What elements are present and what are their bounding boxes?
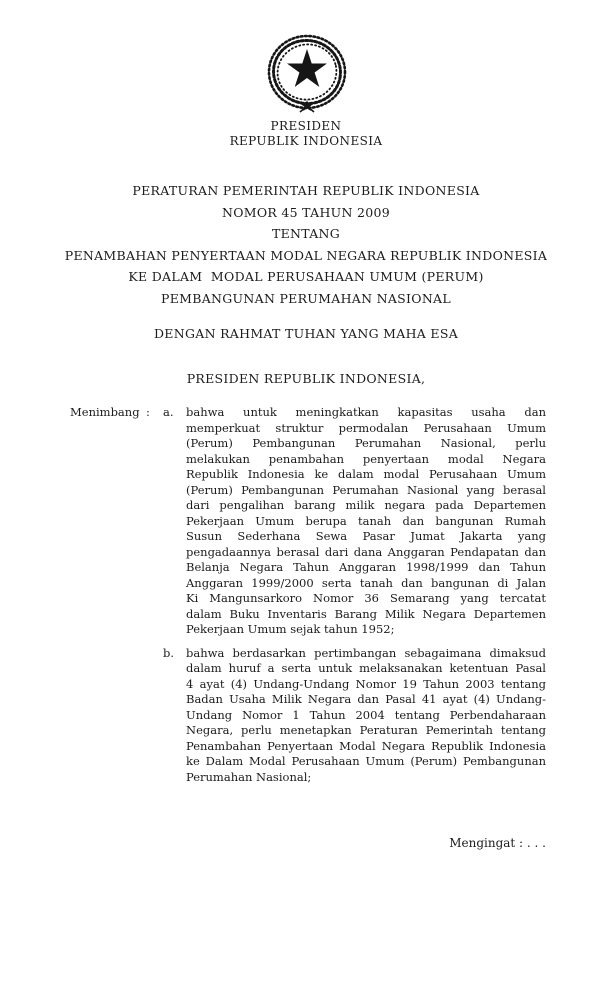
text-line: Pekerjaan Umum berupa tanah dan bangunan Rumah (186, 513, 546, 528)
text-line: Anggaran 1999/2000 serta tanah dan bangunan di Jalan (186, 575, 546, 590)
catchword-mengingat: Mengingat : . . . (449, 836, 546, 850)
considering-label: Menimbang (70, 405, 140, 419)
text-line: (Perum) Pembangunan Perumahan Nasional yang berasal (186, 482, 546, 497)
regulation-title (0, 180, 612, 309)
text-line: Perumahan Nasional; (186, 769, 312, 784)
title-line-subject-2: KE DALAM MODAL PERUSAHAAN UMUM (PERUM) (128, 269, 484, 284)
title-line-subject-1: PENAMBAHAN PENYERTAAN MODAL NEGARA REPUBLIK INDONESIA (64, 247, 548, 263)
text-line: bahwa berdasarkan pertimbangan sebagaimana dimaksud (186, 645, 546, 660)
consideration-item-b-text (186, 646, 546, 786)
text-line: Negara, perlu menetapkan Peraturan Pemerintah tentang (186, 723, 546, 737)
consideration-item-a-text (186, 405, 546, 638)
text-line: pengadaannya berasal dari dana Anggaran Pendapatan dan (186, 544, 546, 559)
text-line: Republik Indonesia ke dalam modal Perusahaan Umum (186, 467, 546, 481)
title-line-regulation: PERATURAN PEMERINTAH REPUBLIK INDONESIA (132, 183, 480, 198)
letterhead (0, 119, 612, 148)
text-line: Undang Nomor 1 Tahun 2004 tentang Perbendaharaan (186, 707, 546, 722)
title-line-subject-3: PEMBANGUNAN PERUMAHAN NASIONAL (160, 290, 451, 306)
enacting-authority-line: PRESIDEN REPUBLIK INDONESIA, (186, 371, 426, 386)
considering-colon: : (146, 405, 150, 419)
text-line: (Perum) Pembangunan Perumahan Nasional, perlu (186, 436, 546, 450)
text-line: Badan Usaha Milik Negara dan Pasal 41 ayat (4) Undang- (186, 692, 546, 706)
text-line: dalam huruf a serta untuk melaksanakan ketentuan Pasal (186, 661, 546, 675)
text-line: Ki Mangunsarkoro Nomor 36 Semarang yang tercatat (186, 591, 546, 605)
presidential-seal-icon (265, 34, 349, 116)
text-line: ke Dalam Modal Perusahaan Umum (Perum) Pembangunan (186, 754, 546, 768)
text-line: dalam Buku Inventaris Barang Milik Negara Departemen (186, 606, 546, 621)
considering-section (70, 405, 548, 785)
consideration-item-a-letter: a. (163, 405, 174, 419)
title-line-tentang: TENTANG (271, 226, 341, 241)
consideration-item-b-letter: b. (163, 645, 175, 660)
text-line: melakukan penambahan penyertaan modal Negara (186, 451, 546, 466)
seal-graphic (265, 34, 349, 116)
text-line: Pekerjaan Umum sejak tahun 1952; (186, 622, 395, 636)
text-line: 4 ayat (4) Undang-Undang Nomor 19 Tahun 2003 tentang (186, 676, 546, 691)
text-line: Susun Sederhana Sewa Pasar Jumat Jakarta yang (186, 529, 546, 543)
letterhead-country: REPUBLIK INDONESIA (229, 133, 383, 148)
text-line: Penambahan Penyertaan Modal Negara Republik Indonesia (186, 738, 546, 753)
text-line: memperkuat struktur permodalan Perusahaan Umum (186, 420, 546, 435)
title-line-number: NOMOR 45 TAHUN 2009 (221, 204, 391, 220)
letterhead-institution: PRESIDEN (270, 119, 342, 133)
text-line: dari pengalihan barang milik negara pada Departemen (186, 498, 546, 512)
invocation-line: DENGAN RAHMAT TUHAN YANG MAHA ESA (153, 326, 459, 341)
text-line: bahwa untuk meningkatkan kapasitas usaha dan (186, 405, 546, 419)
text-line: Belanja Negara Tahun Anggaran 1998/1999 dan Tahun (186, 560, 546, 574)
